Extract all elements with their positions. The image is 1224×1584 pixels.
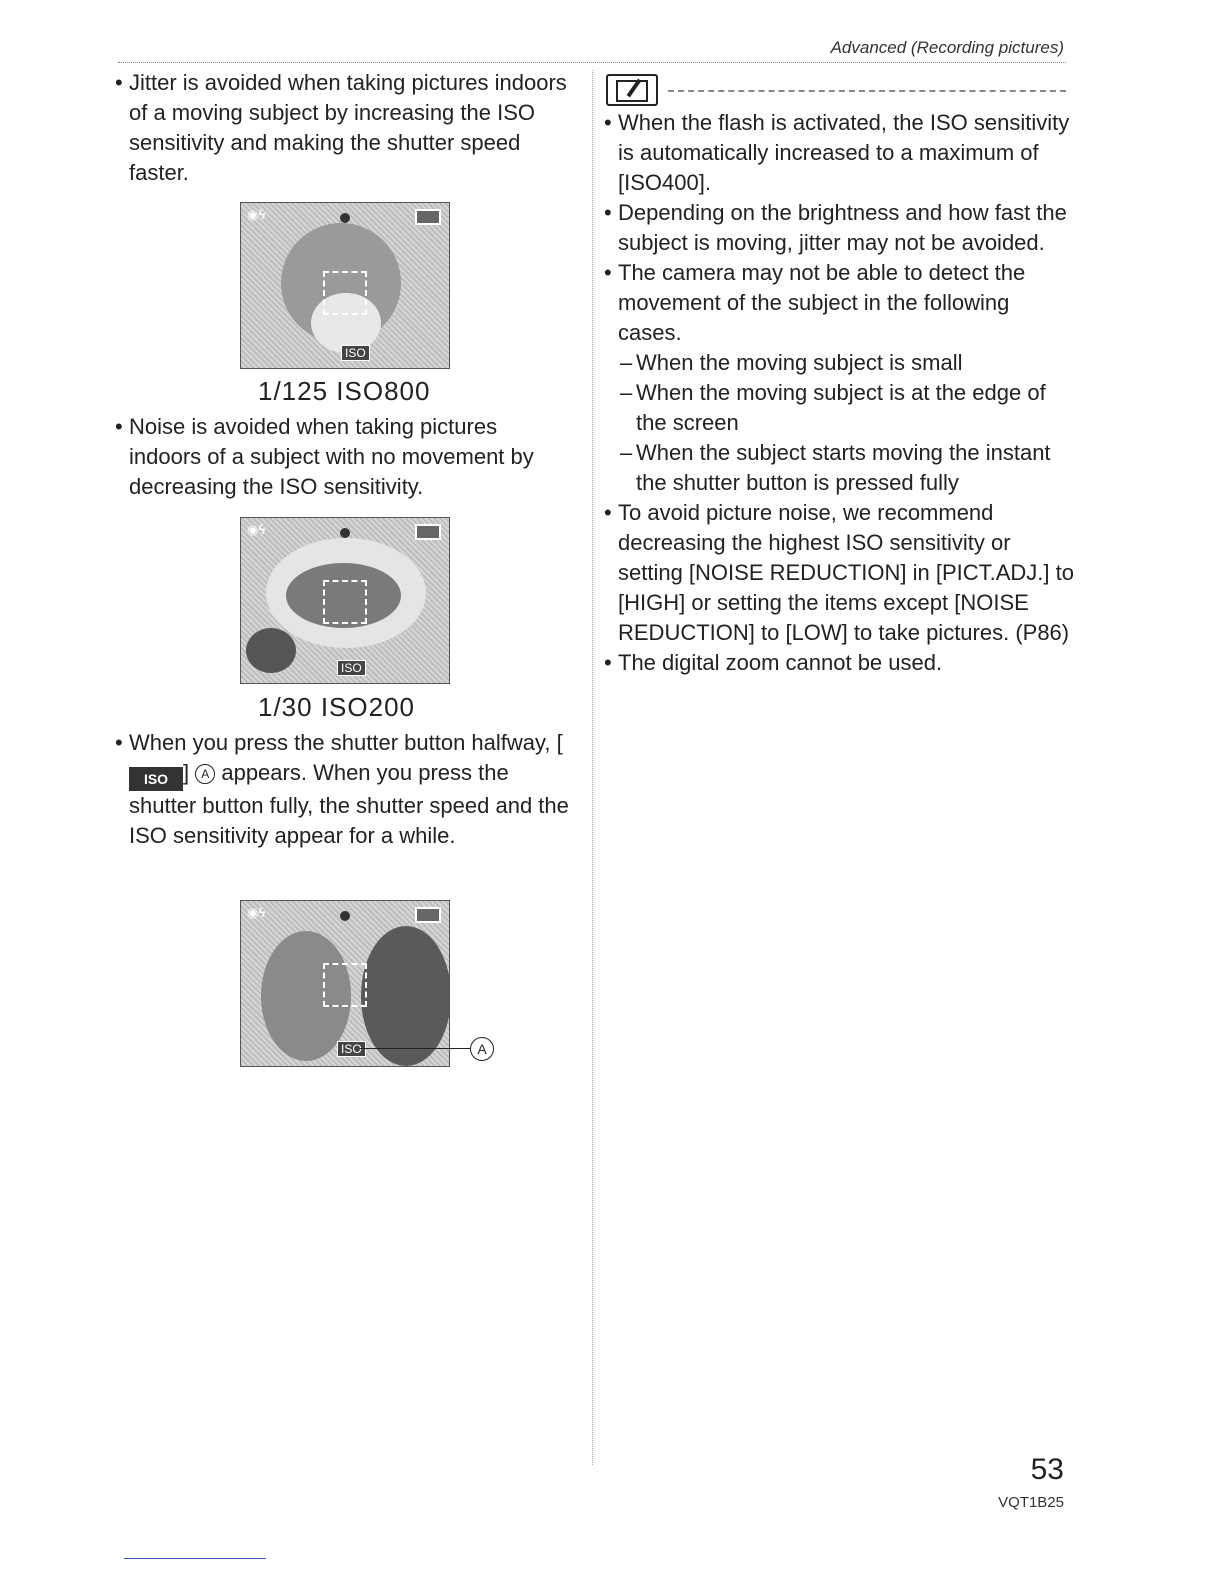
intelligent-iso-icon: ISO xyxy=(341,345,370,361)
battery-icon xyxy=(415,907,441,923)
af-frame xyxy=(323,963,367,1007)
intelligent-iso-icon: ISO xyxy=(129,767,183,791)
sub-item-small: – When the moving subject is small xyxy=(620,350,963,375)
lcd-screen-still-subject xyxy=(240,517,450,684)
focus-dot-icon xyxy=(340,911,350,921)
focus-dot-icon xyxy=(340,213,350,223)
lcd-screen-moving-subject xyxy=(240,202,450,369)
focus-dot-icon xyxy=(340,528,350,538)
af-frame xyxy=(323,580,367,624)
label-a-icon: A xyxy=(195,764,215,784)
bullet-halfway: • When you press the shutter button halfway, [ISO ] A appears. When you press the shutter button fully, the shutter speed and the ISO sensitivity appear for a while. xyxy=(115,728,575,851)
left-column-3 xyxy=(115,728,575,851)
note-book-pen-icon xyxy=(606,74,658,106)
right-column xyxy=(604,108,1074,678)
model-code: VQT1B25 xyxy=(998,1494,1064,1511)
left-column-2 xyxy=(115,412,575,502)
note-dashes xyxy=(668,90,1066,92)
footer-rule xyxy=(124,1558,266,1559)
header-rule xyxy=(118,62,1066,63)
bullet-detect: • The camera may not be able to detect the movement of the subject in the following cases. xyxy=(604,258,1074,348)
callout-label-a: A xyxy=(470,1037,494,1061)
battery-icon xyxy=(415,209,441,225)
bullet-jitter: • Jitter is avoided when taking pictures indoors of a moving subject by increasing the ISO sensitivity and making the shutter speed faster. xyxy=(115,68,575,188)
mode-icon: ◉ϟ xyxy=(247,905,266,920)
lcd-screen-half-press xyxy=(240,900,450,1067)
caption-1: 1/125 ISO800 xyxy=(258,376,431,406)
page-header-title: Advanced (Recording pictures) xyxy=(830,38,1064,57)
sub-item-edge: – When the moving subject is at the edge of the screen xyxy=(620,380,1046,435)
column-divider xyxy=(592,70,593,1465)
left-column xyxy=(115,68,575,188)
caption-2: 1/30 ISO200 xyxy=(258,692,415,722)
intelligent-iso-icon: ISO xyxy=(337,1041,366,1057)
mode-icon: ◉ϟ xyxy=(247,207,266,222)
leader-line xyxy=(360,1048,470,1049)
sub-item-instant: – When the subject starts moving the instant the shutter button is pressed fully xyxy=(620,440,1051,495)
af-frame xyxy=(323,271,367,315)
mode-icon: ◉ϟ xyxy=(247,522,266,537)
bullet-noise: • Noise is avoided when taking pictures indoors of a subject with no movement by decreasing the ISO sensitivity. xyxy=(115,412,575,502)
bullet-noise-reduction: • To avoid picture noise, we recommend decreasing the highest ISO sensitivity or setting [NOISE REDUCTION] in [PICT.ADJ.] to [HIGH] or setting the items except [NOISE REDUCTION] to [LOW] to take pictures. (P86) xyxy=(604,498,1074,648)
bullet-brightness: • Depending on the brightness and how fast the subject is moving, jitter may not be avoided. xyxy=(604,198,1074,258)
page-number: 53 xyxy=(1030,1453,1064,1486)
intelligent-iso-icon: ISO xyxy=(337,660,366,676)
bullet-flash: • When the flash is activated, the ISO sensitivity is automatically increased to a maximum of [ISO400]. xyxy=(604,108,1074,198)
bullet-digital-zoom: • The digital zoom cannot be used. xyxy=(604,648,1074,678)
battery-icon xyxy=(415,524,441,540)
